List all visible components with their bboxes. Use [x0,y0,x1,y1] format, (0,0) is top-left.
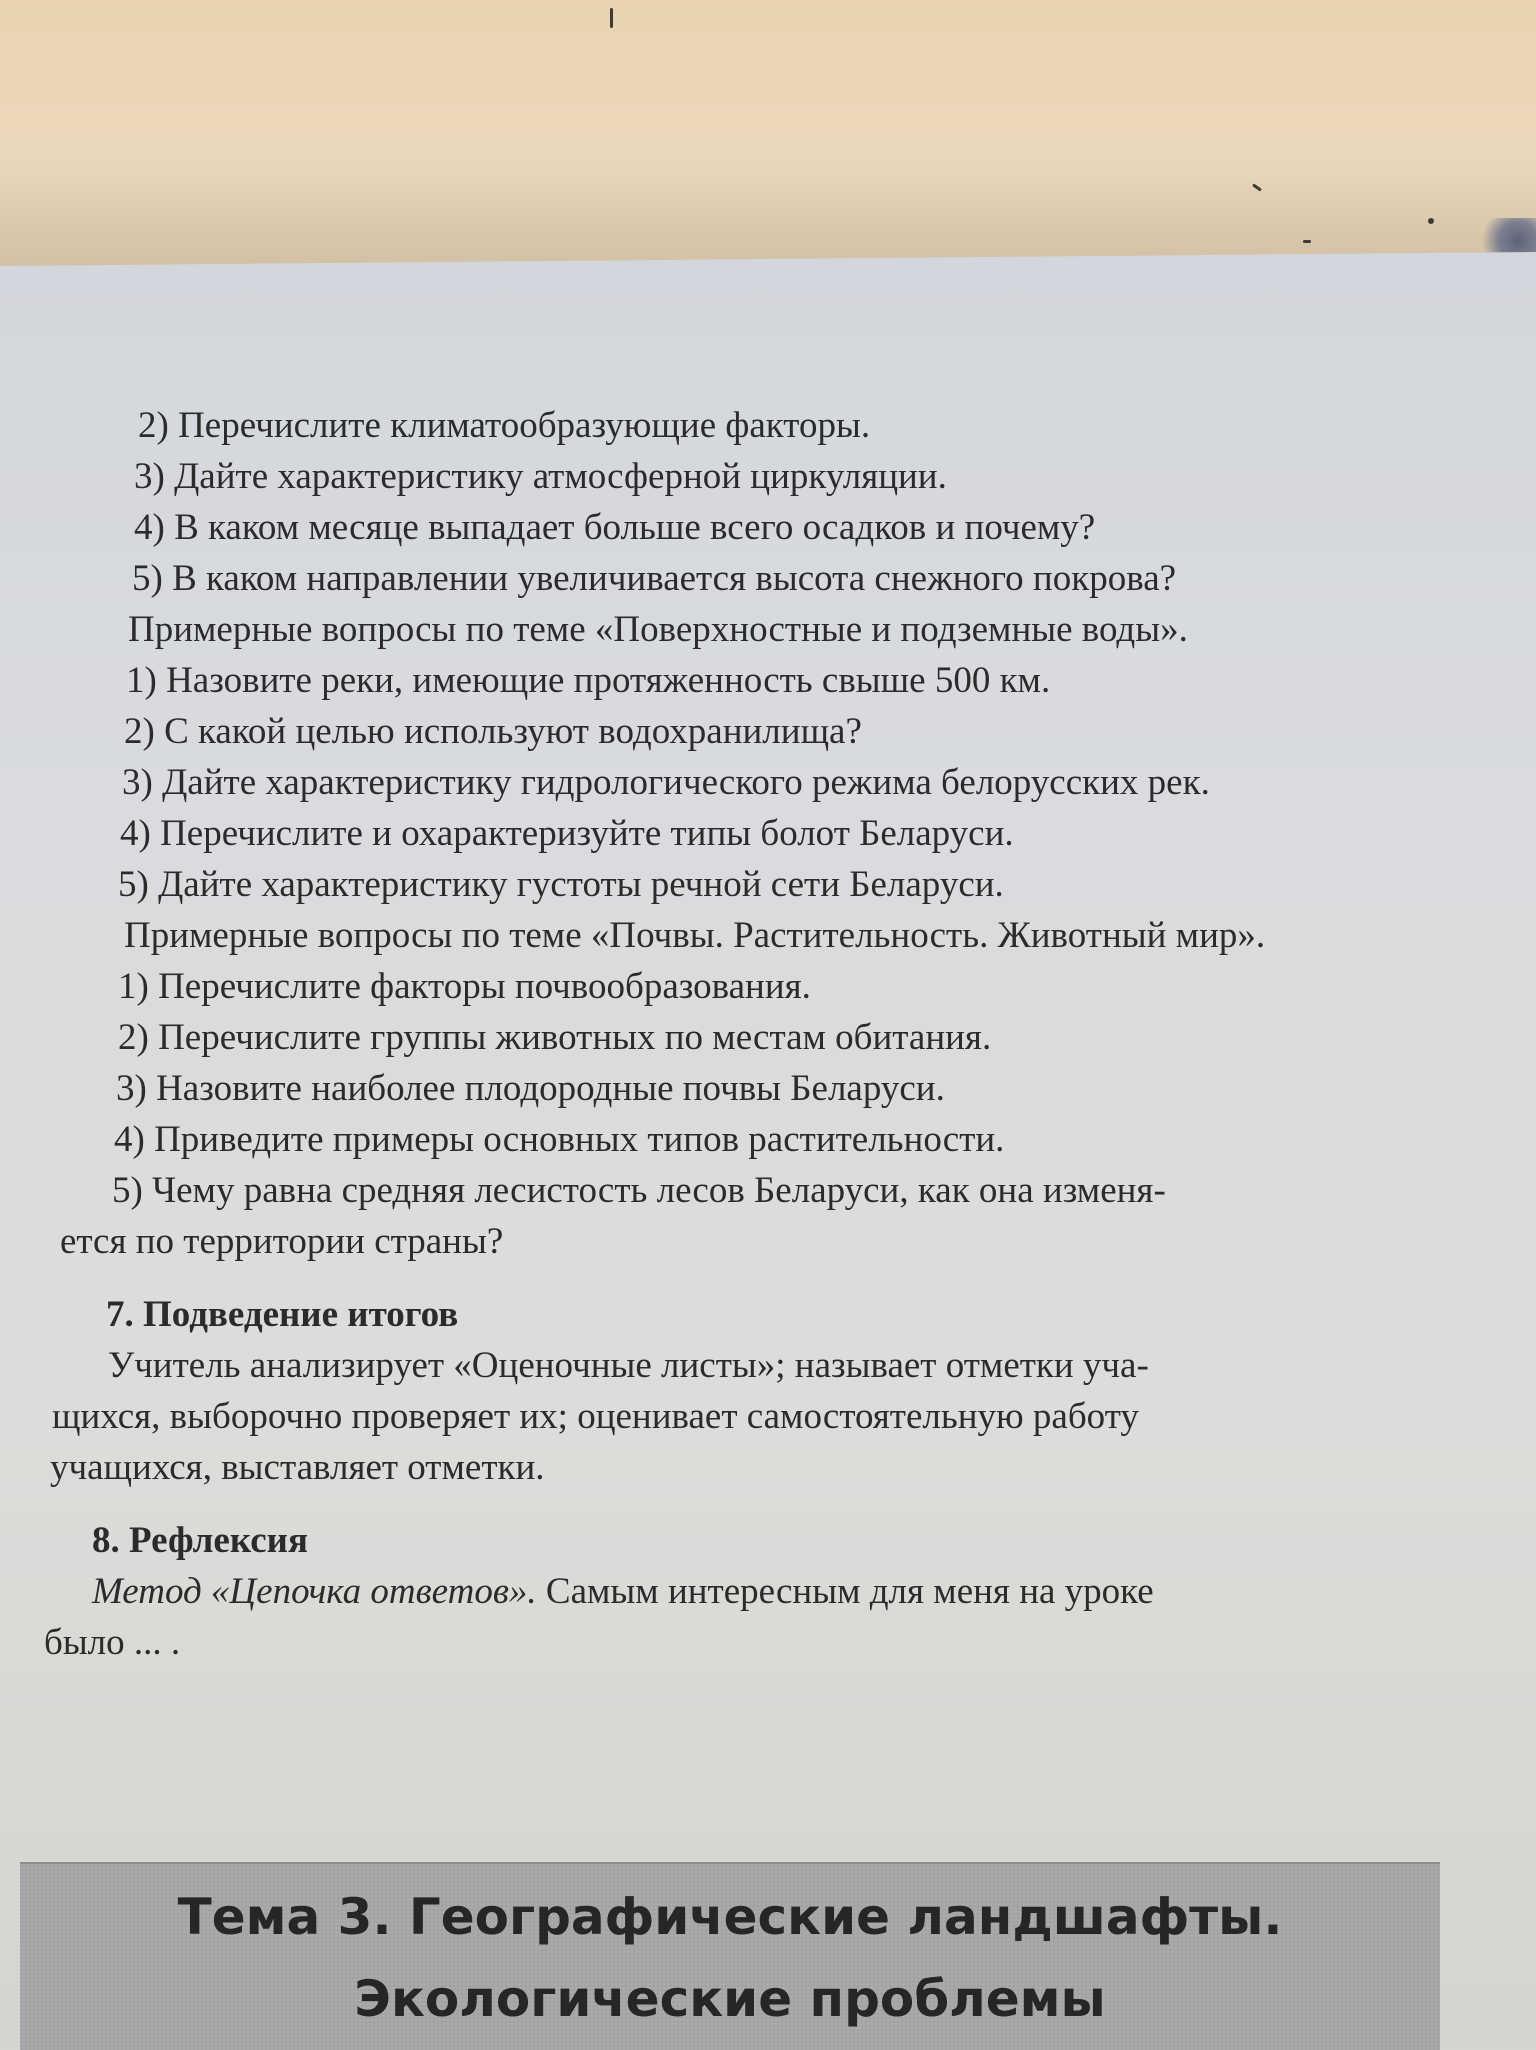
question-line: 3) Дайте характеристику атмосферной циркуляции. [134,456,947,497]
paragraph-line: учащихся, выставляет отметки. [50,1447,545,1488]
question-line: 1) Перечислите факторы почвообразования. [118,966,811,1007]
question-line: 4) Приведите примеры основных типов растительности. [114,1119,1005,1160]
banner-title-line: Экологические проблемы [354,1970,1106,2028]
question-line: 5) Дайте характеристику густоты речной сети Беларуси. [118,864,1004,905]
question-line: 5) Чему равна средняя лесистость лесов Беларуси, как она изменя- [112,1170,1166,1211]
section-heading: 7. Подведение итогов [106,1294,459,1335]
question-line: 2) Перечислите климатообразующие факторы. [138,405,871,446]
paragraph-line: щихся, выборочно проверяет их; оценивает самостоятельную работу [52,1396,1139,1437]
desk-scratch [610,8,613,28]
desk-background [0,0,1536,290]
question-line: 1) Назовите реки, имеющие протяженность свыше 500 км. [126,660,1051,701]
question-line: 2) С какой целью используют водохранилища? [124,711,862,752]
paragraph-text: Самым интересным для меня на уроке [536,1571,1154,1612]
section-heading: 8. Рефлексия [92,1520,309,1561]
question-line: 3) Назовите наиболее плодородные почвы Беларуси. [116,1068,945,1109]
desk-scratch [1428,218,1434,224]
question-line: 4) В каком месяце выпадает больше всего осадков и почему? [134,507,1096,548]
question-line: 4) Перечислите и охарактеризуйте типы болот Беларуси. [120,813,1014,854]
topic-line: Примерные вопросы по теме «Поверхностные и подземные воды». [128,609,1188,650]
question-line: 3) Дайте характеристику гидрологического режима белорусских рек. [122,762,1210,803]
paragraph-line: Учитель анализирует «Оценочные листы»; называет отметки уча- [108,1345,1149,1386]
banner-title-line: Тема 3. Географические ландшафты. [177,1888,1283,1946]
question-line: 2) Перечислите группы животных по местам обитания. [118,1017,992,1058]
desk-scratch [1303,240,1311,243]
paragraph-line [92,1566,1536,1617]
desk-scratch [1252,183,1262,191]
page-text [0,400,1536,1668]
topic-line: Примерные вопросы по теме «Почвы. Растительность. Животный мир». [124,915,1266,956]
topic-banner [20,1862,1440,2050]
paragraph-line: было ... . [44,1622,181,1663]
method-name: Метод «Цепочка ответов». [92,1571,537,1612]
question-line: 5) В каком направлении увеличивается высота снежного покрова? [132,558,1177,599]
question-line: ется по территории страны? [60,1221,504,1262]
